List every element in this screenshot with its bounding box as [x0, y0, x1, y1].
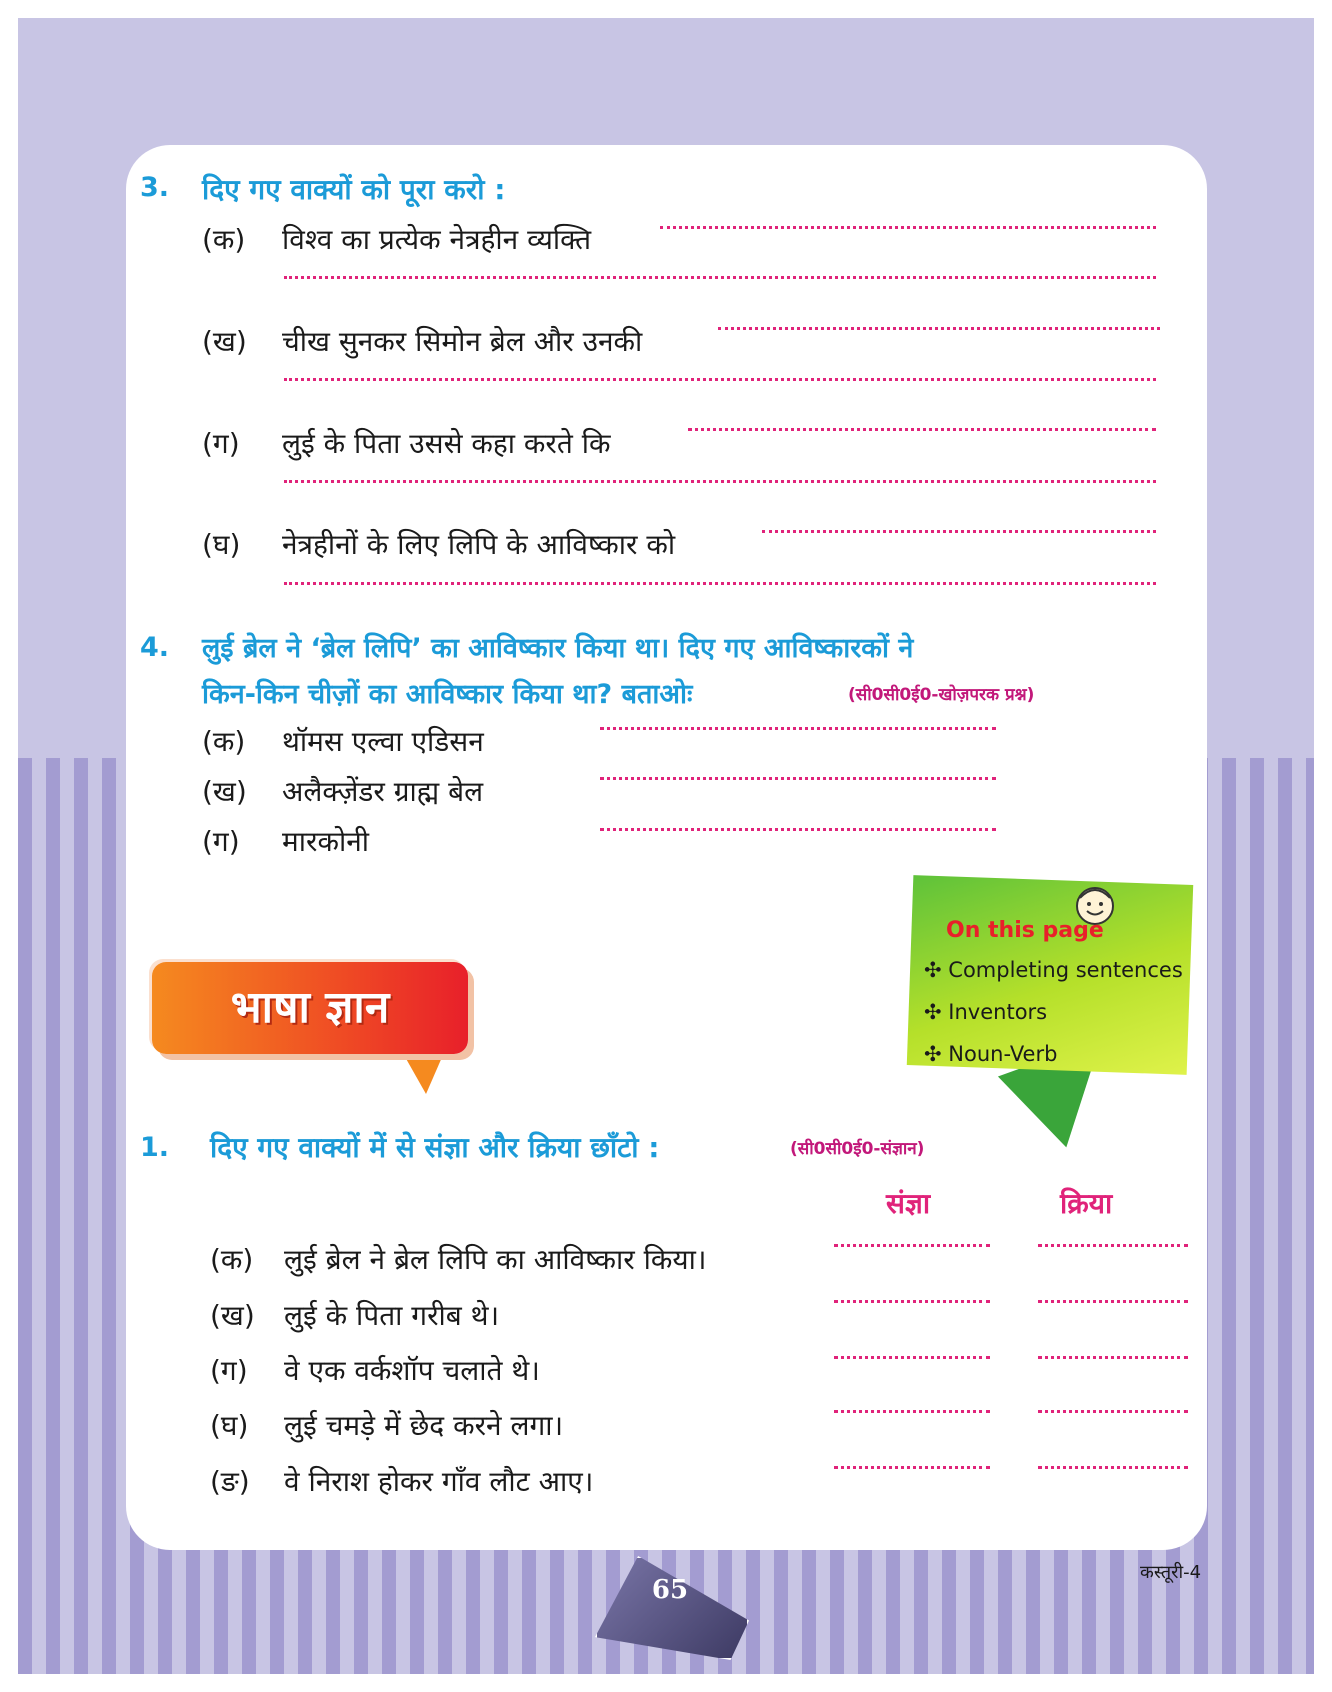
answer-line[interactable]: [688, 428, 1156, 431]
q4-title-line1: लुई ब्रेल ने ‘ब्रेल लिपि’ का आविष्कार किया था। दिए गए आविष्कारकों ने: [202, 633, 914, 664]
verb-answer-line[interactable]: [1038, 1244, 1188, 1247]
q3-item-label: (ख): [202, 325, 247, 358]
answer-line[interactable]: [762, 530, 1156, 533]
noun-answer-line[interactable]: [834, 1244, 990, 1247]
noun-answer-line[interactable]: [834, 1466, 990, 1469]
answer-line[interactable]: [600, 777, 996, 780]
verb-answer-line[interactable]: [1038, 1466, 1188, 1469]
q4-item-label: (ग): [202, 825, 240, 858]
noun-answer-line[interactable]: [834, 1356, 990, 1359]
q1-item-text: लुई चमड़े में छेद करने लगा।: [284, 1409, 564, 1442]
noun-answer-line[interactable]: [834, 1300, 990, 1303]
q1-item-text: लुई के पिता गरीब थे।: [284, 1299, 500, 1332]
note-item-text: Completing sentences: [948, 958, 1183, 982]
q3-item-label: (ग): [202, 427, 240, 460]
note-title: On this page: [946, 918, 1104, 943]
answer-line[interactable]: [718, 327, 1160, 330]
column-header-verb: क्रिया: [1060, 1187, 1113, 1220]
q1-item-label: (घ): [210, 1409, 249, 1442]
q3-item-text: लुई के पिता उससे कहा करते कि: [282, 427, 611, 460]
q4-item-text: अलैक्ज़ेंडर ग्राह्म बेल: [282, 775, 484, 808]
q1-title: दिए गए वाक्यों में से संज्ञा और क्रिया छाँटो :: [210, 1131, 660, 1164]
answer-line[interactable]: [284, 480, 1156, 483]
q4-item-text: मारकोनी: [282, 825, 369, 858]
q1-item-label: (ग): [210, 1354, 248, 1387]
page-number: 65: [651, 1575, 689, 1605]
answer-line[interactable]: [600, 828, 996, 831]
answer-line[interactable]: [660, 226, 1156, 229]
q4-item-label: (क): [202, 725, 246, 758]
note-item-text: Inventors: [948, 1000, 1048, 1024]
q4-number: 4.: [140, 632, 170, 663]
q1-number: 1.: [140, 1132, 170, 1163]
q1-tag: (सी0सी0ई0-संज्ञान): [790, 1139, 925, 1159]
q3-item-text: चीख सुनकर सिमोन ब्रेल और उनकी: [282, 325, 643, 358]
q4-title-line2: किन-किन चीज़ों का आविष्कार किया था? बताओः: [202, 679, 693, 710]
noun-answer-line[interactable]: [834, 1410, 990, 1413]
verb-answer-line[interactable]: [1038, 1356, 1188, 1359]
q3-item-label: (घ): [202, 528, 241, 561]
q4-item-text: थॉमस एल्वा एडिसन: [282, 725, 484, 758]
q3-number: 3.: [140, 172, 170, 203]
q1-item-text: वे निराश होकर गाँव लौट आए।: [284, 1465, 594, 1498]
bullet-icon: ✣: [924, 1042, 942, 1066]
q1-item-label: (ङ): [210, 1465, 250, 1498]
q1-item-text: वे एक वर्कशॉप चलाते थे।: [284, 1354, 540, 1387]
answer-line[interactable]: [284, 378, 1156, 381]
q3-title: दिए गए वाक्यों को पूरा करो :: [202, 173, 506, 206]
q3-item-label: (क): [202, 223, 246, 256]
section-banner: [152, 962, 468, 1054]
answer-line[interactable]: [600, 727, 996, 730]
note-item: [924, 1042, 1057, 1066]
q4-item-label: (ख): [202, 775, 247, 808]
q3-item-text: विश्व का प्रत्येक नेत्रहीन व्यक्ति: [282, 223, 592, 256]
q1-item-label: (ख): [210, 1299, 255, 1332]
q1-item-text: लुई ब्रेल ने ब्रेल लिपि का आविष्कार किया।: [284, 1243, 707, 1276]
verb-answer-line[interactable]: [1038, 1300, 1188, 1303]
q4-tag: (सी0सी0ई0-खोज़परक प्रश्न): [848, 685, 1035, 705]
answer-line[interactable]: [284, 582, 1156, 585]
book-name: कस्तूरी-4: [1140, 1562, 1202, 1583]
q1-item-label: (क): [210, 1243, 254, 1276]
q3-item-text: नेत्रहीनों के लिए लिपि के आविष्कार को: [282, 528, 676, 561]
note-item: [924, 958, 1183, 982]
note-item: [924, 1000, 1047, 1024]
bullet-icon: ✣: [924, 1000, 942, 1024]
verb-answer-line[interactable]: [1038, 1410, 1188, 1413]
note-item-text: Noun-Verb: [948, 1042, 1058, 1066]
column-header-noun: संज्ञा: [886, 1187, 931, 1220]
answer-line[interactable]: [284, 276, 1156, 279]
bullet-icon: ✣: [924, 958, 942, 982]
section-banner-text: भाषा ज्ञान: [230, 982, 390, 1033]
banner-tail: [400, 1048, 446, 1094]
